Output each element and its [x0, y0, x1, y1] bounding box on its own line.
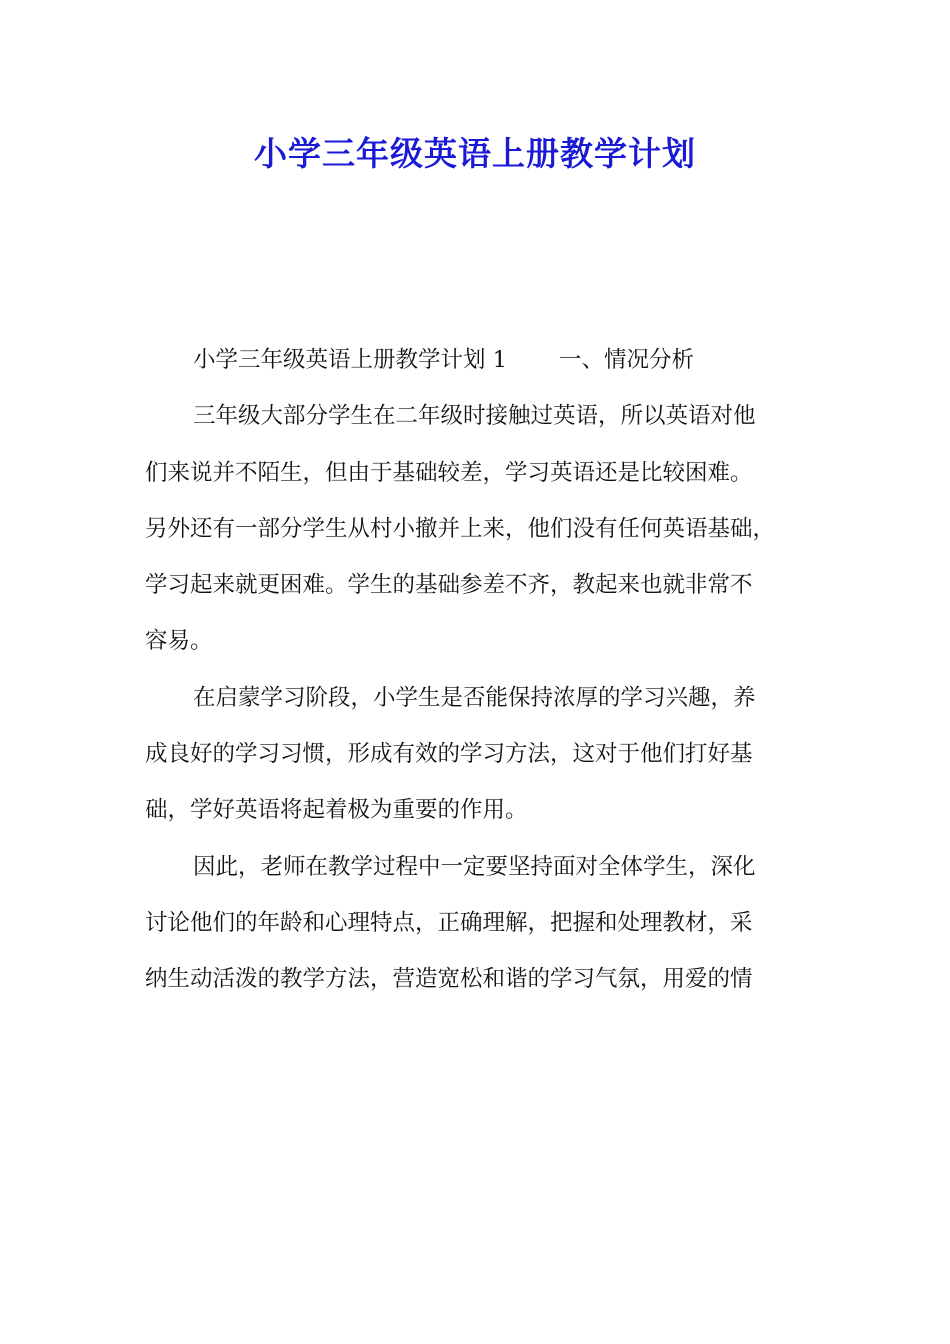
paragraph-line: 学习起来就更困难。学生的基础参差不齐，教起来也就非常不	[145, 572, 753, 599]
paragraph-line: 容易。	[145, 628, 213, 655]
document-title: 小学三年级英语上册教学计划	[254, 134, 696, 173]
paragraph-line: 三年级大部分学生在二年级时接触过英语，所以英语对他	[193, 403, 756, 430]
paragraph-1	[145, 388, 825, 669]
paragraph-line: 础，学好英语将起着极为重要的作用。	[145, 797, 528, 824]
subsection-title: 一、情况分析	[558, 347, 694, 373]
paragraph-2	[145, 670, 825, 839]
section-heading-line	[145, 332, 825, 388]
section-title: 小学三年级英语上册教学计划 1	[193, 347, 507, 373]
paragraph-line: 成良好的学习习惯，形成有效的学习方法，这对于他们打好基	[145, 741, 753, 768]
paragraph-line: 们来说并不陌生，但由于基础较差，学习英语还是比较困难。	[145, 459, 753, 486]
paragraph-line: 因此，老师在教学过程中一定要坚持面对全体学生，深化	[193, 853, 756, 880]
document-body	[145, 332, 825, 1008]
paragraph-line: 纳生动活泼的教学方法，营造宽松和谐的学习气氛，用爱的情	[145, 966, 753, 993]
paragraph-3	[145, 839, 825, 1008]
paragraph-line: 讨论他们的年龄和心理特点，正确理解，把握和处理教材，采	[145, 909, 753, 936]
paragraph-line: 另外还有一部分学生从村小撤并上来，他们没有任何英语基础，	[145, 515, 776, 542]
paragraph-line: 在启蒙学习阶段，小学生是否能保持浓厚的学习兴趣，养	[193, 684, 756, 711]
